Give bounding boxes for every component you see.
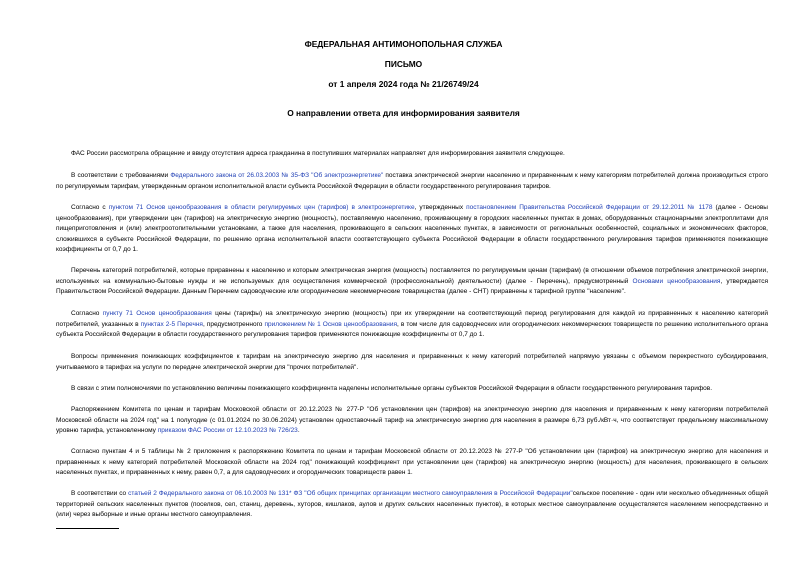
paragraph-authority: В связи с этим полномочиями по установлению величины понижающего коэффициента наделены исполнительные органы субъектов Российской Федерации в области государственного регулирования тарифов. (71, 385, 713, 392)
paragraph-moscow-tariff: Распоряжением Комитета по ценам и тарифам Московской области от 20.12.2023 № 277-Р "Об установлении цен (тарифов) на электрическую энергию для населения и приравненным к нему категориям потребителей Московской области на 2024 год" на 1 полугодие (с 01.01.2024 по 30.06.2024) установлен одноставочный тариф на электрическую энергию для населения в размере 6,73 руб./кВт·ч, что соответствует предельному максимальному уровню тарифа, установленному приказом ФАС России от 12.10.2023 № 726/23. (56, 406, 768, 434)
link-pricing-basics[interactable]: Основами ценообразования (632, 277, 721, 285)
paragraph-consumer-list: Перечень категорий потребителей, которые приравнены к населению и которым электрическая энергия (мощность) поставляется по регулируемым ценам (тарифам) (в отношении объемов потребления электрической энергии, используемых на коммунально-бытовые нужды и не используемых для осуществления коммерческой (профессиональной) деятельности) (далее - Перечень), предусмотренный Основами ценообразования, утверждается Правительством Российской Федерации. Данным Перечнем садоводческие или огороднические некоммерческие товарищества (далее - СНТ) приравнены к тарифной группе "население". (56, 267, 768, 295)
paragraph-electroenergetics-law: В соответствии с требованиями Федерального закона от 26.03.2003 № 35-ФЗ "Об электроэнергетике" поставка электрической энергии населению и приравненным к нему категориям потребителей должна производиться строго по регулируемым тарифам, утвержденным органом исполнительной власти субъекта Российской Федерации в области государственного регулирования тарифов. (56, 172, 768, 190)
document-type: ПИСЬМО (384, 59, 423, 69)
link-pricing-basics-item71[interactable]: пункту 71 Основ ценообразования (102, 310, 212, 317)
paragraph-coefficients: Согласно пункту 71 Основ ценообразования цены (тарифы) на электрическую энергию (мощность) при их утверждении на соответствующий период регулирования для каждой из приравненных к населению категорий потребителей, указанных в пунктах 2-5 Перечня, предусмотренного приложением № 1 Основ ценообразования, в том числе для садоводческих или огороднических некоммерческих товариществ по решению исполнительного органа субъекта Российской Федерации в области государственного регулирования тарифов применяются понижающие коэффициенты от 0,7 до 1. (56, 310, 768, 338)
link-federal-law-35[interactable]: Федерального закона от 26.03.2003 № 35-ФЗ "Об электроэнергетике" (170, 172, 384, 179)
paragraph-moscow-coefficients: Согласно пунктам 4 и 5 таблицы № 2 приложения к распоряжению Комитета по ценам и тарифам Московской области от 20.12.2023 № 277-Р "Об установлении цен (тарифов) на электрическую энергию для населения и приравненных к нему категорий потребителей Московской области на 2024 год" понижающий коэффициент при установлении цен (тарифов) на электрическую энергию (мощность) для населения, проживающего в сельских населенных пунктах, и приравненных к нему, равен 0,7, а для садоводческих и огороднических товариществ равен 1. (56, 448, 768, 476)
link-government-decree-1178[interactable]: постановлением Правительства Российской Федерации от 29.12.2011 № 1178 (466, 204, 713, 211)
document-date-number: от 1 апреля 2024 года № 21/26749/24 (328, 79, 479, 89)
paragraph-cross-subsidy: Вопросы применения понижающих коэффициентов к тарифам на электрическую энергию для населения и приравненных к нему категорий потребителей напрямую увязаны с объемом перекрестного субсидирования, учитываемого в тарифах на услуги по передаче электрической энергии для "прочих потребителей". (56, 353, 768, 371)
agency-title: ФЕДЕРАЛЬНАЯ АНТИМОНОПОЛЬНАЯ СЛУЖБА (304, 39, 503, 49)
link-pricing-basics-p71[interactable]: пунктом 71 Основ ценообразования в области регулируемых цен (тарифов) в электроэнергетике (108, 204, 415, 211)
link-fas-order-726[interactable]: приказом ФАС России от 12.10.2023 № 726/23 (157, 427, 298, 434)
link-list-items-2-5[interactable]: пунктах 2-5 Перечня (140, 320, 203, 328)
link-appendix-1[interactable]: приложением № 1 Основ ценообразования (264, 320, 398, 328)
paragraph-pricing-basics: Согласно с пунктом 71 Основ ценообразования в области регулируемых цен (тарифов) в электроэнергетике, утвержденных постановлением Правительства Российской Федерации от 29.12.2011 № 1178 (далее - Основы ценообразования), при утверждении цен (тарифов) на электрическую энергию (мощность), поставляемую населению, проживающему в городских населенных пунктах в домах, оборудованных стационарными электроплитами для пищеприготовления и (или) электроотопительными установками, а также для населения, проживающего в сельских населенных пунктах, в зависимости от региональных особенностей, социальных и экономических факторов, сложившихся в субъекте Российской Федерации, по решению органа исполнительной власти соответствующего субъекта Российской Федерации в области государственного регулирования тарифов применяются понижающие коэффициенты от 0,7 до 1. (56, 204, 768, 253)
footnote-divider (56, 528, 119, 529)
paragraph-rural-settlement: В соответствии со статьей 2 Федерального закона от 06.10.2003 № 131* ФЗ "Об общих принципах организации местного самоуправления в Российской Федерации"сельское поселение - один или несколько объединенных общей территорией сельских населенных пунктов (поселков, сел, станиц, деревень, хуторов, кишлаков, аулов и других сельских населенных пунктов), в которых местное самоуправление осуществляется населением непосредственно и (или) через выборные и иные органы местного самоуправления. (56, 490, 768, 518)
paragraph-intro: ФАС России рассмотрела обращение и ввиду отсутствия адреса гражданина в поступивших материалах направляет для информирования заявителя следующее. (71, 150, 565, 157)
link-federal-law-131[interactable]: статьей 2 Федерального закона от 06.10.2003 № 131* ФЗ "Об общих принципах организации местного самоуправления в Российской Федерации" (128, 490, 573, 497)
document-subject: О направлении ответа для информирования заявителя (287, 108, 520, 118)
